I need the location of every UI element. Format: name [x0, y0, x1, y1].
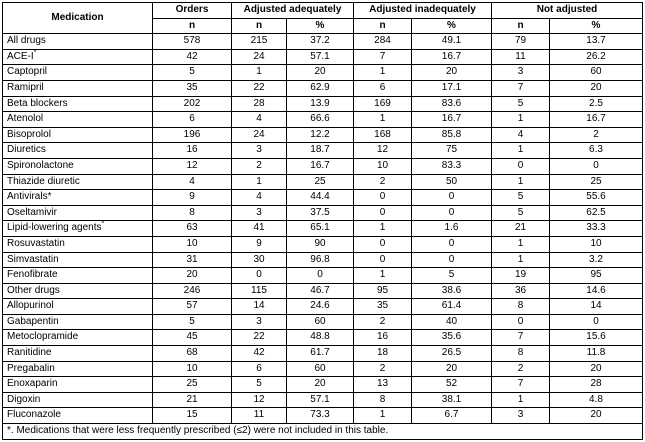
- table-cell: 19: [492, 268, 550, 284]
- table-cell: 8: [153, 205, 232, 221]
- table-cell: 63: [153, 221, 232, 237]
- table-cell: 55.6: [550, 190, 643, 206]
- table-cell: 42: [232, 346, 287, 362]
- table-cell: 41: [232, 221, 287, 237]
- table-cell: 65.1: [287, 221, 354, 237]
- table-cell: 35: [153, 80, 232, 96]
- medication-name: Allopurinol: [3, 299, 153, 315]
- table-cell: 3: [232, 143, 287, 159]
- medication-name: All drugs: [3, 34, 153, 50]
- table-cell: 57: [153, 299, 232, 315]
- table-row: [3, 34, 643, 50]
- table-cell: 169: [354, 96, 412, 112]
- table-cell: 0: [354, 190, 412, 206]
- table-cell: 196: [153, 127, 232, 143]
- table-cell: 25: [287, 174, 354, 190]
- table-row: [3, 221, 643, 237]
- table-cell: 1: [492, 392, 550, 408]
- table-cell: 7: [492, 330, 550, 346]
- table-cell: 16.7: [287, 158, 354, 174]
- subheader-cell: n: [354, 18, 412, 34]
- table-row: [3, 346, 643, 362]
- table-cell: 48.8: [287, 330, 354, 346]
- table-cell: 24: [232, 127, 287, 143]
- table-cell: 25: [550, 174, 643, 190]
- table-row: [3, 236, 643, 252]
- table-row: [3, 65, 643, 81]
- table-row: [3, 361, 643, 377]
- table-cell: 75: [412, 143, 492, 159]
- table-cell: 79: [492, 34, 550, 50]
- table-cell: 12: [232, 392, 287, 408]
- table-cell: 5: [492, 96, 550, 112]
- table-cell: 35.6: [412, 330, 492, 346]
- table-cell: 2: [492, 361, 550, 377]
- table-cell: 20: [287, 65, 354, 81]
- table-cell: 0: [492, 158, 550, 174]
- table-cell: 18: [354, 346, 412, 362]
- table-cell: 42: [153, 49, 232, 65]
- table-cell: 22: [232, 330, 287, 346]
- table-cell: 46.7: [287, 283, 354, 299]
- table-cell: 5: [153, 314, 232, 330]
- medication-adjustment-table: [2, 2, 643, 440]
- table-cell: 96.8: [287, 252, 354, 268]
- medication-name: Other drugs: [3, 283, 153, 299]
- table-cell: 15.6: [550, 330, 643, 346]
- subheader-cell: n: [153, 18, 232, 34]
- table-cell: 1: [492, 112, 550, 128]
- medication-name: Pregabalin: [3, 361, 153, 377]
- table-cell: 95: [550, 268, 643, 284]
- table-cell: 16.7: [550, 112, 643, 128]
- table-cell: 35: [354, 299, 412, 315]
- table-cell: 20: [550, 408, 643, 424]
- table-row: [3, 143, 643, 159]
- table-cell: 7: [492, 80, 550, 96]
- table-cell: 215: [232, 34, 287, 50]
- table-cell: 1: [354, 268, 412, 284]
- table-cell: 12.2: [287, 127, 354, 143]
- medication-name: Atenolol: [3, 112, 153, 128]
- table-cell: 3.2: [550, 252, 643, 268]
- table-row: [3, 205, 643, 221]
- table-cell: 1: [492, 143, 550, 159]
- table-cell: 2: [354, 361, 412, 377]
- table-cell: 25: [153, 377, 232, 393]
- table-cell: 62.9: [287, 80, 354, 96]
- subheader-cell: %: [550, 18, 643, 34]
- table-cell: 83.6: [412, 96, 492, 112]
- table-cell: 33.3: [550, 221, 643, 237]
- table-cell: 1: [492, 236, 550, 252]
- medication-name: Bisoprolol: [3, 127, 153, 143]
- medication-name: Fenofibrate: [3, 268, 153, 284]
- table-row: [3, 408, 643, 424]
- table-cell: 52: [412, 377, 492, 393]
- table-cell: 10: [153, 361, 232, 377]
- table-cell: 18.7: [287, 143, 354, 159]
- table-cell: 6: [232, 361, 287, 377]
- table-cell: 0: [354, 236, 412, 252]
- table-cell: 36: [492, 283, 550, 299]
- table-cell: 4: [232, 190, 287, 206]
- table-cell: 73.3: [287, 408, 354, 424]
- table-row: [3, 127, 643, 143]
- medication-name: Rosuvastatin: [3, 236, 153, 252]
- header-row: [3, 3, 643, 19]
- table-row: [3, 314, 643, 330]
- table-cell: 20: [412, 361, 492, 377]
- table-cell: 6: [354, 80, 412, 96]
- medication-name: Enoxaparin: [3, 377, 153, 393]
- table-cell: 4: [492, 127, 550, 143]
- medication-name: Diuretics: [3, 143, 153, 159]
- table-cell: 4: [232, 112, 287, 128]
- table-cell: 24.6: [287, 299, 354, 315]
- table-cell: 16: [354, 330, 412, 346]
- medication-name: Gabapentin: [3, 314, 153, 330]
- table-cell: 1: [232, 65, 287, 81]
- table-cell: 2: [550, 127, 643, 143]
- table-cell: 7: [492, 377, 550, 393]
- table-cell: 5: [232, 377, 287, 393]
- table-cell: 11: [232, 408, 287, 424]
- table-row: [3, 80, 643, 96]
- table-cell: 9: [153, 190, 232, 206]
- table-cell: 20: [550, 361, 643, 377]
- table-cell: 61.7: [287, 346, 354, 362]
- medication-name: ACE-I*: [3, 49, 153, 65]
- table-cell: 90: [287, 236, 354, 252]
- table-cell: 12: [354, 143, 412, 159]
- table-cell: 60: [550, 65, 643, 81]
- table-cell: 0: [287, 268, 354, 284]
- medication-name: Simvastatin: [3, 252, 153, 268]
- table-cell: 21: [492, 221, 550, 237]
- medication-name: Digoxin: [3, 392, 153, 408]
- table-cell: 14: [232, 299, 287, 315]
- table-cell: 578: [153, 34, 232, 50]
- table-cell: 14.6: [550, 283, 643, 299]
- table-row: [3, 299, 643, 315]
- table-cell: 57.1: [287, 49, 354, 65]
- table-cell: 50: [412, 174, 492, 190]
- table-cell: 0: [232, 268, 287, 284]
- table-cell: 12: [153, 158, 232, 174]
- subheader-cell: n: [232, 18, 287, 34]
- table-cell: 16.7: [412, 112, 492, 128]
- table-cell: 8: [354, 392, 412, 408]
- table-cell: 3: [492, 65, 550, 81]
- table-cell: 0: [412, 236, 492, 252]
- table-cell: 66.6: [287, 112, 354, 128]
- medication-name: Captopril: [3, 65, 153, 81]
- table-cell: 5: [492, 205, 550, 221]
- table-cell: 284: [354, 34, 412, 50]
- table-cell: 8: [492, 346, 550, 362]
- subheader-cell: n: [492, 18, 550, 34]
- table-row: [3, 49, 643, 65]
- table-cell: 17.1: [412, 80, 492, 96]
- table-cell: 5: [492, 190, 550, 206]
- table-cell: 28: [550, 377, 643, 393]
- table-cell: 8: [492, 299, 550, 315]
- table-row: [3, 112, 643, 128]
- medication-name: Fluconazole: [3, 408, 153, 424]
- table-cell: 61.4: [412, 299, 492, 315]
- table-cell: 28: [232, 96, 287, 112]
- medication-name: Spironolactone: [3, 158, 153, 174]
- medication-name: Metoclopramide: [3, 330, 153, 346]
- table-cell: 38.1: [412, 392, 492, 408]
- header-medication: Medication: [3, 3, 153, 34]
- table-cell: 37.2: [287, 34, 354, 50]
- table-row: [3, 190, 643, 206]
- medication-name: Oseltamivir: [3, 205, 153, 221]
- table-cell: 115: [232, 283, 287, 299]
- table-cell: 5: [153, 65, 232, 81]
- table-cell: 1: [492, 252, 550, 268]
- table-row: [3, 268, 643, 284]
- subheader-cell: %: [287, 18, 354, 34]
- table-cell: 16.7: [412, 49, 492, 65]
- table-cell: 2: [232, 158, 287, 174]
- medication-name: Ramipril: [3, 80, 153, 96]
- medication-name: Lipid-lowering agents*: [3, 221, 153, 237]
- table-cell: 7: [354, 49, 412, 65]
- table-cell: 20: [287, 377, 354, 393]
- table-cell: 60: [287, 361, 354, 377]
- table-row: [3, 283, 643, 299]
- footnote-row: [3, 424, 643, 440]
- footnote-mark: *: [33, 49, 37, 57]
- table-cell: 14: [550, 299, 643, 315]
- table-cell: 10: [153, 236, 232, 252]
- medication-name: Beta blockers: [3, 96, 153, 112]
- table-cell: 38.6: [412, 283, 492, 299]
- table-cell: 4: [153, 174, 232, 190]
- table-cell: 20: [412, 65, 492, 81]
- table-cell: 20: [550, 80, 643, 96]
- table-row: [3, 158, 643, 174]
- table-cell: 4.8: [550, 392, 643, 408]
- table-cell: 1: [354, 65, 412, 81]
- table-cell: 0: [492, 314, 550, 330]
- medication-name: Thiazide diuretic: [3, 174, 153, 190]
- table-cell: 83.3: [412, 158, 492, 174]
- table-row: [3, 96, 643, 112]
- table-row: [3, 392, 643, 408]
- header-adjusted-adequately: Adjusted adequately: [232, 3, 354, 19]
- table-cell: 95: [354, 283, 412, 299]
- table-row: [3, 330, 643, 346]
- table-cell: 45: [153, 330, 232, 346]
- table-cell: 15: [153, 408, 232, 424]
- table-cell: 5: [412, 268, 492, 284]
- table-cell: 16: [153, 143, 232, 159]
- table-cell: 1.6: [412, 221, 492, 237]
- table-cell: 2: [354, 174, 412, 190]
- header-not-adjusted: Not adjusted: [492, 3, 643, 19]
- table-cell: 13: [354, 377, 412, 393]
- table-cell: 0: [412, 190, 492, 206]
- table-cell: 1: [354, 408, 412, 424]
- table-cell: 3: [232, 205, 287, 221]
- table-row: [3, 174, 643, 190]
- table-cell: 2: [354, 314, 412, 330]
- table-cell: 1: [492, 174, 550, 190]
- table-cell: 49.1: [412, 34, 492, 50]
- table-cell: 0: [412, 205, 492, 221]
- table-cell: 1: [354, 112, 412, 128]
- table-row: [3, 377, 643, 393]
- medication-name: Antivirals*: [3, 190, 153, 206]
- table-cell: 1: [354, 221, 412, 237]
- table-cell: 0: [354, 252, 412, 268]
- table-cell: 3: [232, 314, 287, 330]
- table-cell: 6.7: [412, 408, 492, 424]
- table-cell: 11: [492, 49, 550, 65]
- table-cell: 202: [153, 96, 232, 112]
- table-cell: 0: [412, 252, 492, 268]
- table-cell: 0: [550, 314, 643, 330]
- table-cell: 168: [354, 127, 412, 143]
- table-row: [3, 252, 643, 268]
- table-cell: 13.9: [287, 96, 354, 112]
- table-cell: 13.7: [550, 34, 643, 50]
- table-cell: 37.5: [287, 205, 354, 221]
- header-adjusted-inadequately: Adjusted inadequately: [354, 3, 492, 19]
- table-body: [3, 34, 643, 424]
- table-cell: 26.2: [550, 49, 643, 65]
- table-footnote: *. Medications that were less frequently prescribed (≤2) were not included in this table.: [3, 424, 643, 440]
- table-cell: 26.5: [412, 346, 492, 362]
- table-cell: 22: [232, 80, 287, 96]
- table-cell: 1: [232, 174, 287, 190]
- table-cell: 30: [232, 252, 287, 268]
- table-cell: 20: [153, 268, 232, 284]
- table-cell: 60: [287, 314, 354, 330]
- table-cell: 21: [153, 392, 232, 408]
- table-cell: 246: [153, 283, 232, 299]
- header-orders: Orders: [153, 3, 232, 19]
- subheader-cell: %: [412, 18, 492, 34]
- table-cell: 11.8: [550, 346, 643, 362]
- table-cell: 10: [354, 158, 412, 174]
- table-cell: 0: [354, 205, 412, 221]
- table-cell: 9: [232, 236, 287, 252]
- table-cell: 31: [153, 252, 232, 268]
- table-cell: 62.5: [550, 205, 643, 221]
- medication-name: Ranitidine: [3, 346, 153, 362]
- table-cell: 44.4: [287, 190, 354, 206]
- table-cell: 3: [492, 408, 550, 424]
- table-cell: 0: [550, 158, 643, 174]
- table-cell: 6: [153, 112, 232, 128]
- table-cell: 6.3: [550, 143, 643, 159]
- footnote-mark: *: [101, 220, 105, 228]
- table-cell: 57.1: [287, 392, 354, 408]
- table-cell: 40: [412, 314, 492, 330]
- table-cell: 24: [232, 49, 287, 65]
- table-cell: 10: [550, 236, 643, 252]
- table-cell: 85.8: [412, 127, 492, 143]
- table-cell: 2.5: [550, 96, 643, 112]
- table-cell: 68: [153, 346, 232, 362]
